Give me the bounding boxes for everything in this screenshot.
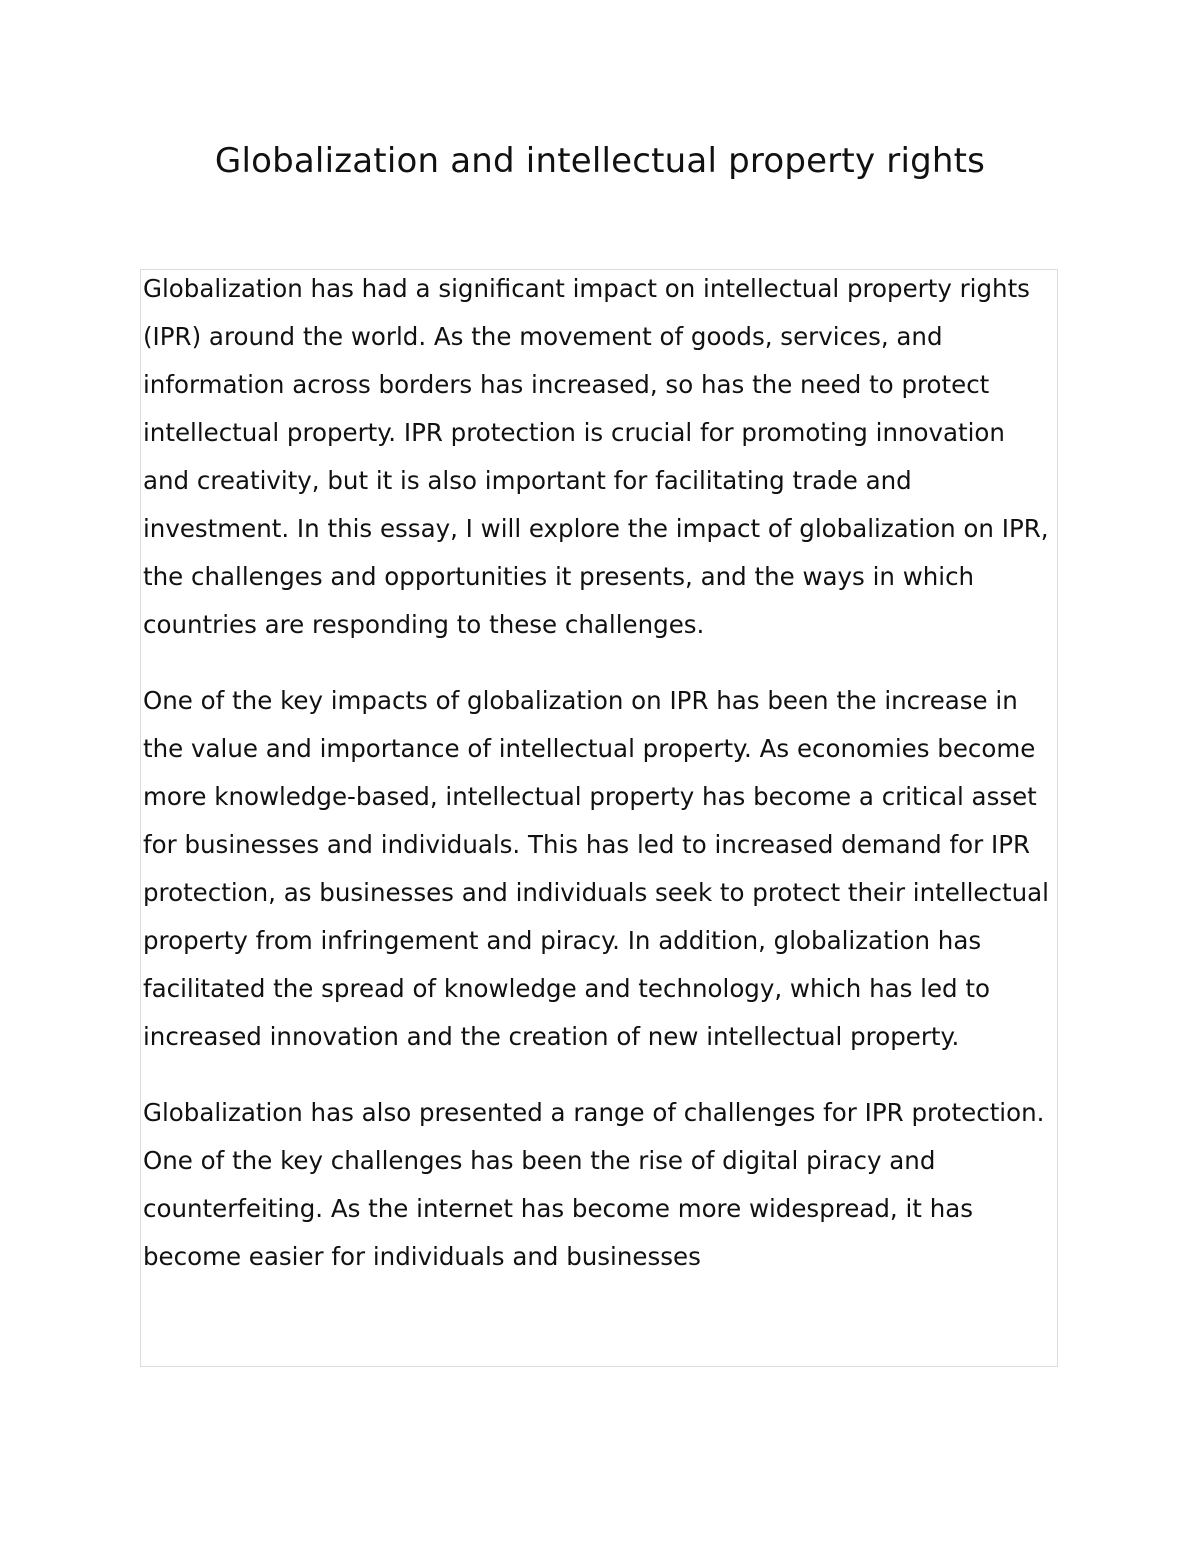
paragraph-introduction: Globalization has had a significant impact on intellectual property rights (IPR) around the world. As the movement of goods, services, and information across borders has increased, so has the need to protect intellectual property. IPR protection is crucial for promoting innovation and creativity, but it is also important for facilitating trade and investment. In this essay, I will explore the impact of globalization on IPR, the challenges and opportunities it presents, and the ways in which countries are responding to these challenges. [143, 274, 1049, 639]
body-text-frame [140, 269, 1058, 1367]
document-title: Globalization and intellectual property rights [214, 141, 986, 181]
paragraph-impacts: One of the key impacts of globalization on IPR has been the increase in the value and importance of intellectual property. As economies become more knowledge-based, intellectual property has become a critical asset for businesses and individuals. This has led to increased demand for IPR protection, as businesses and individuals seek to protect their intellectual property from infringement and piracy. In addition, globalization has facilitated the spread of knowledge and technology, which has led to increased innovation and the creation of new intellectual property. [143, 686, 1049, 1051]
paragraph-challenges: Globalization has also presented a range of challenges for IPR protection. One of the key challenges has been the rise of digital piracy and counterfeiting. As the internet has become more widespread, it has become easier for individuals and businesses [143, 1098, 1045, 1271]
